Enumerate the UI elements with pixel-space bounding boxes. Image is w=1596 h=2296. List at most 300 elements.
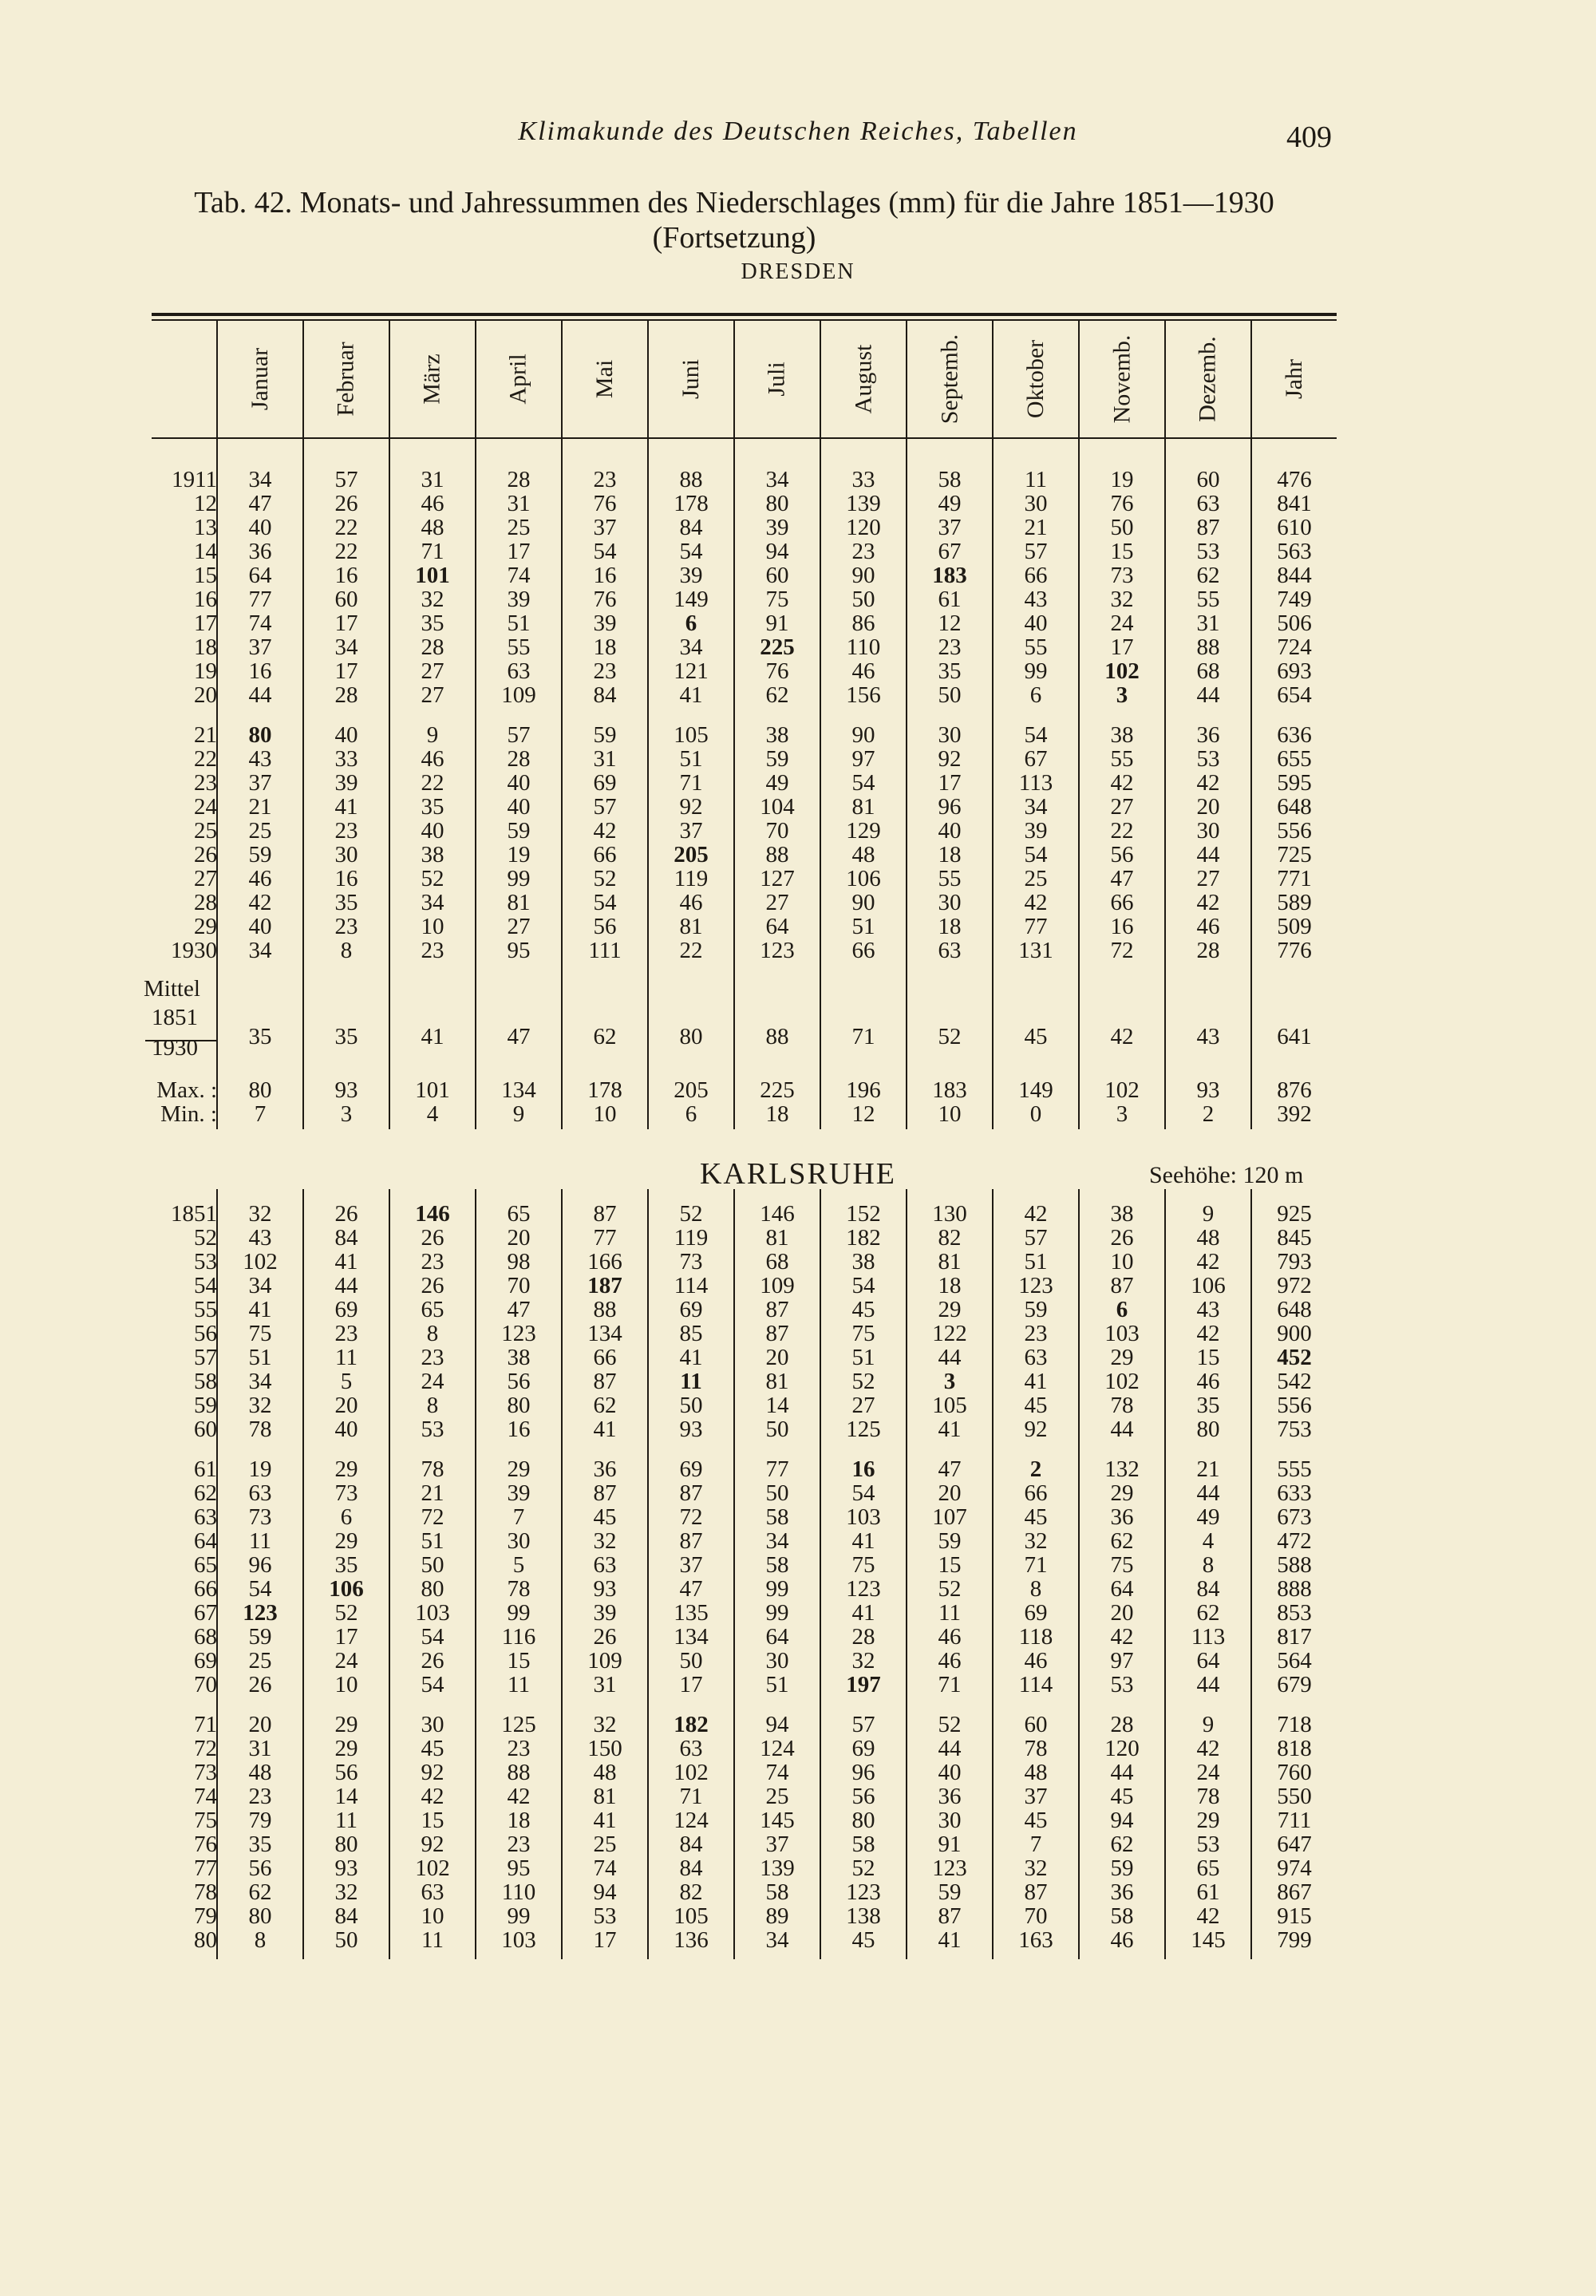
table-cell: 655 [1277,746,1312,772]
table-cell: 40 [334,722,358,748]
table-cell: 799 [1277,1927,1312,1953]
table-cell: 123 [760,938,795,963]
table-cell: 38 [1110,722,1134,748]
table-cell: 34 [421,890,444,915]
table-cell: 40 [248,914,272,939]
table-cell: 6 [685,1101,697,1127]
table-cell: 60 [1024,1712,1048,1737]
table-cell: 65 [1196,1855,1220,1881]
table-cell: 197 [846,1672,881,1697]
table-cell: 7 [512,1504,525,1530]
table-cell: 15 [507,1648,531,1674]
table-cell: 68 [1196,658,1220,684]
row-year: 70 [194,1672,217,1697]
table-cell: 114 [1018,1672,1053,1697]
row-year: 56 [194,1321,217,1346]
table-cell: 75 [851,1552,875,1578]
table-cell: 26 [248,1672,272,1697]
table-cell: 39 [593,1600,617,1626]
table-cell: 17 [507,539,531,564]
table-cell: 749 [1277,587,1312,612]
table-cell: 60 [1196,467,1220,492]
table-cell: 28 [507,746,531,772]
table-cell: 62 [1110,1528,1134,1554]
table-cell: 8 [426,1321,439,1346]
table-cell: 55 [938,866,962,891]
table-cell: 26 [421,1225,444,1251]
table-cell: 125 [501,1712,536,1737]
table-cell: 23 [421,1345,444,1370]
table-cell: 116 [501,1624,536,1650]
table-cell: 50 [765,1480,789,1506]
table-cell: 106 [846,866,881,891]
table-cell: 47 [938,1456,962,1482]
table-cell: 72 [421,1504,444,1530]
row-year: 25 [194,818,217,844]
table-cell: 55 [507,634,531,660]
table-cell: 9 [1202,1201,1215,1227]
table-row [0,1855,1596,1881]
table-cell: 32 [593,1712,617,1737]
table-cell: 87 [1196,515,1220,540]
table-cell: 130 [932,1201,967,1227]
table-row [0,539,1596,564]
table-cell: 38 [851,1249,875,1274]
table-cell: 506 [1277,611,1312,636]
table-row [0,1760,1596,1785]
table-cell: 17 [1110,634,1134,660]
table-cell: 63 [507,658,531,684]
table-cell: 87 [765,1297,789,1322]
table-cell: 22 [421,770,444,796]
table-cell: 36 [1196,722,1220,748]
table-cell: 103 [501,1927,536,1953]
row-year: 18 [194,634,217,660]
table-cell: 35 [334,1552,358,1578]
caption-line-1: Tab. 42. Monats- und Jahressummen des Niederschlages (mm) für die Jahre 1851—1930 [194,186,1274,219]
table-cell: 150 [587,1736,622,1761]
table-cell: 56 [334,1760,358,1785]
table-cell: 54 [851,1480,875,1506]
table-row [0,1784,1596,1809]
table-cell: 51 [765,1672,789,1697]
table-cell: 34 [765,1927,789,1953]
table-cell: 42 [1110,1624,1134,1650]
table-cell: 31 [593,1672,617,1697]
table-cell: 123 [501,1321,536,1346]
table-cell: 633 [1277,1480,1312,1506]
table-cell: 107 [932,1504,967,1530]
table-cell: 39 [679,563,703,588]
table-cell: 78 [1110,1393,1134,1418]
table-cell: 53 [1196,539,1220,564]
table-cell: 38 [765,722,789,748]
table-cell: 48 [1024,1760,1048,1785]
table-cell: 44 [938,1736,962,1761]
table-cell: 93 [334,1077,358,1103]
table-cell: 99 [1024,658,1048,684]
table-cell: 648 [1277,794,1312,820]
table-cell: 54 [421,1672,444,1697]
row-year: 16 [194,587,217,612]
table-cell: 69 [1024,1600,1048,1626]
table-cell: 58 [765,1504,789,1530]
table-top-rule [152,313,1337,316]
table-row [0,467,1596,492]
table-cell: 80 [421,1576,444,1602]
table-cell: 52 [334,1600,358,1626]
table-cell: 46 [248,866,272,891]
table-cell: 113 [1018,770,1053,796]
table-cell: 641 [1277,1024,1312,1049]
table-cell: 19 [1110,467,1134,492]
table-cell: 41 [421,1024,444,1049]
table-cell: 6 [685,611,697,636]
table-cell: 50 [334,1927,358,1953]
table-cell: 18 [765,1101,789,1127]
table-cell: 10 [421,914,444,939]
table-cell: 62 [248,1879,272,1905]
table-cell: 78 [248,1417,272,1442]
table-cell: 45 [851,1297,875,1322]
table-cell: 26 [593,1624,617,1650]
table-cell: 32 [421,587,444,612]
table-cell: 102 [1104,1077,1140,1103]
row-year: 29 [194,914,217,939]
table-cell: 8 [1029,1576,1042,1602]
table-cell: 58 [765,1879,789,1905]
table-cell: 71 [851,1024,875,1049]
column-header-label: Oktober [1022,339,1049,419]
table-cell: 121 [674,658,709,684]
table-cell: 87 [938,1903,962,1929]
table-row [0,1552,1596,1578]
table-cell: 28 [1196,938,1220,963]
table-cell: 166 [587,1249,622,1274]
row-year: 77 [194,1855,217,1881]
table-cell: 81 [851,794,875,820]
table-cell: 23 [248,1784,272,1809]
table-cell: 102 [243,1249,278,1274]
column-header [476,323,561,435]
table-cell: 93 [334,1855,358,1881]
table-cell: 14 [334,1784,358,1809]
table-cell: 867 [1277,1879,1312,1905]
table-cell: 20 [1110,1600,1134,1626]
table-cell: 9 [1202,1712,1215,1737]
table-cell: 84 [679,1855,703,1881]
table-cell: 563 [1277,539,1312,564]
table-cell: 74 [765,1760,789,1785]
table-cell: 88 [593,1297,617,1322]
table-cell: 34 [334,634,358,660]
table-cell: 120 [846,515,881,540]
table-cell: 20 [334,1393,358,1418]
row-year: 17 [194,611,217,636]
table-cell: 69 [334,1297,358,1322]
mittel-from: 1851 [152,1005,198,1030]
table-cell: 16 [334,563,358,588]
table-cell: 47 [679,1576,703,1602]
table-cell: 32 [1024,1855,1048,1881]
column-header-label: Juli [763,362,790,397]
column-header-label: August [850,344,876,414]
table-row [0,1101,1596,1127]
table-cell: 71 [938,1672,962,1697]
table-cell: 18 [593,634,617,660]
table-cell: 31 [593,746,617,772]
table-cell: 74 [593,1855,617,1881]
table-cell: 37 [765,1832,789,1857]
row-year: 75 [194,1808,217,1833]
row-year: 21 [194,722,217,748]
table-cell: 42 [1196,1249,1220,1274]
row-year: 72 [194,1736,217,1761]
table-cell: 54 [851,1273,875,1298]
table-cell: 87 [679,1480,703,1506]
table-cell: 84 [1196,1576,1220,1602]
row-year: 67 [194,1600,217,1626]
table-cell: 17 [334,1624,358,1650]
table-cell: 15 [1196,1345,1220,1370]
table-cell: 138 [846,1903,881,1929]
table-row [0,682,1596,708]
table-cell: 90 [851,890,875,915]
table-cell: 68 [765,1249,789,1274]
station-karlsruhe-title: KARLSRUHE [699,1157,897,1191]
table-cell: 76 [593,587,617,612]
table-cell: 58 [938,467,962,492]
table-cell: 19 [507,842,531,867]
table-cell: 178 [674,491,709,516]
table-cell: 679 [1277,1672,1312,1697]
table-cell: 152 [846,1201,881,1227]
table-cell: 75 [765,587,789,612]
table-cell: 52 [938,1712,962,1737]
table-cell: 89 [765,1903,789,1929]
table-cell: 54 [1024,842,1048,867]
row-year: 20 [194,682,217,708]
table-cell: 139 [760,1855,795,1881]
table-cell: 77 [248,587,272,612]
table-cell: 10 [334,1672,358,1697]
table-cell: 64 [765,914,789,939]
table-cell: 41 [679,682,703,708]
table-cell: 725 [1277,842,1312,867]
table-cell: 125 [846,1417,881,1442]
column-header-label: April [504,354,531,405]
table-cell: 42 [1196,770,1220,796]
table-cell: 31 [1196,611,1220,636]
table-cell: 29 [938,1297,962,1322]
table-cell: 41 [334,1249,358,1274]
table-cell: 3 [943,1369,956,1394]
table-cell: 34 [248,1369,272,1394]
row-year: 14 [194,539,217,564]
table-cell: 76 [1110,491,1134,516]
table-cell: 47 [248,491,272,516]
table-cell: 59 [765,746,789,772]
table-cell: 35 [421,794,444,820]
table-cell: 139 [846,491,881,516]
table-cell: 718 [1277,1712,1312,1737]
table-cell: 41 [1024,1369,1048,1394]
table-cell: 105 [674,1903,709,1929]
table-cell: 845 [1277,1225,1312,1251]
table-row [0,866,1596,891]
table-cell: 102 [415,1855,450,1881]
table-cell: 900 [1277,1321,1312,1346]
table-cell: 96 [248,1552,272,1578]
table-cell: 54 [248,1576,272,1602]
table-cell: 23 [421,938,444,963]
table-cell: 30 [1024,491,1048,516]
table-cell: 87 [765,1321,789,1346]
table-cell: 21 [421,1480,444,1506]
column-header [218,323,302,435]
table-cell: 106 [1191,1273,1226,1298]
table-cell: 8 [426,1393,439,1418]
table-cell: 38 [421,842,444,867]
table-cell: 39 [334,770,358,796]
table-row [0,1648,1596,1674]
table-cell: 42 [1196,1903,1220,1929]
table-cell: 69 [851,1736,875,1761]
column-header-label: Novemb. [1108,334,1136,424]
table-row [0,634,1596,660]
table-cell: 844 [1277,563,1312,588]
table-cell: 46 [938,1648,962,1674]
table-cell: 34 [765,467,789,492]
table-cell: 57 [1024,539,1048,564]
table-cell: 72 [1110,938,1134,963]
table-cell: 56 [507,1369,531,1394]
table-cell: 29 [1110,1480,1134,1506]
table-cell: 45 [851,1927,875,1953]
table-cell: 56 [851,1784,875,1809]
table-cell: 79 [248,1808,272,1833]
table-cell: 87 [1110,1273,1134,1298]
table-cell: 57 [593,794,617,820]
table-cell: 78 [507,1576,531,1602]
table-cell: 556 [1277,1393,1312,1418]
row-year: 65 [194,1552,217,1578]
table-cell: 18 [938,842,962,867]
table-cell: 16 [593,563,617,588]
table-cell: 43 [1196,1297,1220,1322]
table-row [0,722,1596,748]
table-cell: 92 [421,1832,444,1857]
table-row [0,1832,1596,1857]
table-cell: 54 [593,890,617,915]
table-cell: 54 [679,539,703,564]
table-cell: 80 [679,1024,703,1049]
table-row [0,1903,1596,1929]
table-cell: 29 [507,1456,531,1482]
table-cell: 119 [674,866,709,891]
table-cell: 71 [1024,1552,1048,1578]
table-cell: 94 [765,1712,789,1737]
table-cell: 32 [593,1528,617,1554]
table-cell: 58 [851,1832,875,1857]
table-cell: 72 [679,1504,703,1530]
table-cell: 127 [760,866,795,891]
table-cell: 45 [1110,1784,1134,1809]
table-row [0,1201,1596,1227]
table-cell: 23 [507,1832,531,1857]
row-year: Max. : [156,1077,217,1103]
table-cell: 654 [1277,682,1312,708]
table-cell: 66 [593,1345,617,1370]
table-cell: 40 [938,1760,962,1785]
table-cell: 50 [679,1393,703,1418]
table-cell: 542 [1277,1369,1312,1394]
table-cell: 113 [1191,1624,1226,1650]
table-row [0,1808,1596,1833]
table-cell: 41 [938,1927,962,1953]
table-cell: 32 [248,1393,272,1418]
table-cell: 24 [334,1648,358,1674]
table-cell: 75 [851,1321,875,1346]
table-row [0,890,1596,915]
table-cell: 37 [593,515,617,540]
table-cell: 45 [1024,1808,1048,1833]
row-year: 71 [194,1712,217,1737]
table-cell: 81 [765,1369,789,1394]
column-header [821,323,906,435]
table-cell: 58 [765,1552,789,1578]
mittel-label: Mittel [144,976,200,1002]
table-cell: 8 [254,1927,267,1953]
table-cell: 87 [1024,1879,1048,1905]
table-cell: 26 [1110,1225,1134,1251]
row-year: 64 [194,1528,217,1554]
table-cell: 87 [593,1369,617,1394]
table-cell: 66 [1024,563,1048,588]
table-cell: 62 [593,1024,617,1049]
table-cell: 23 [334,1321,358,1346]
table-cell: 46 [679,890,703,915]
table-cell: 17 [593,1927,617,1953]
table-cell: 10 [938,1101,962,1127]
table-cell: 7 [1029,1832,1042,1857]
row-year: 28 [194,890,217,915]
table-cell: 88 [765,1024,789,1049]
table-row [0,1024,1596,1049]
table-cell: 41 [593,1808,617,1833]
table-cell: 111 [588,938,622,963]
table-cell: 31 [421,467,444,492]
table-cell: 82 [679,1879,703,1905]
table-cell: 96 [938,794,962,820]
table-cell: 555 [1277,1456,1312,1482]
table-cell: 29 [334,1528,358,1554]
table-cell: 118 [1018,1624,1053,1650]
table-cell: 647 [1277,1832,1312,1857]
table-cell: 44 [1196,1672,1220,1697]
table-cell: 29 [1196,1808,1220,1833]
table-cell: 77 [593,1225,617,1251]
table-cell: 69 [593,770,617,796]
table-cell: 42 [1196,890,1220,915]
table-cell: 50 [851,587,875,612]
station-dresden-title: DRESDEN [741,259,855,284]
table-cell: 37 [1024,1784,1048,1809]
table-cell: 550 [1277,1784,1312,1809]
table-cell: 78 [421,1456,444,1482]
table-cell: 81 [593,1784,617,1809]
table-cell: 36 [938,1784,962,1809]
